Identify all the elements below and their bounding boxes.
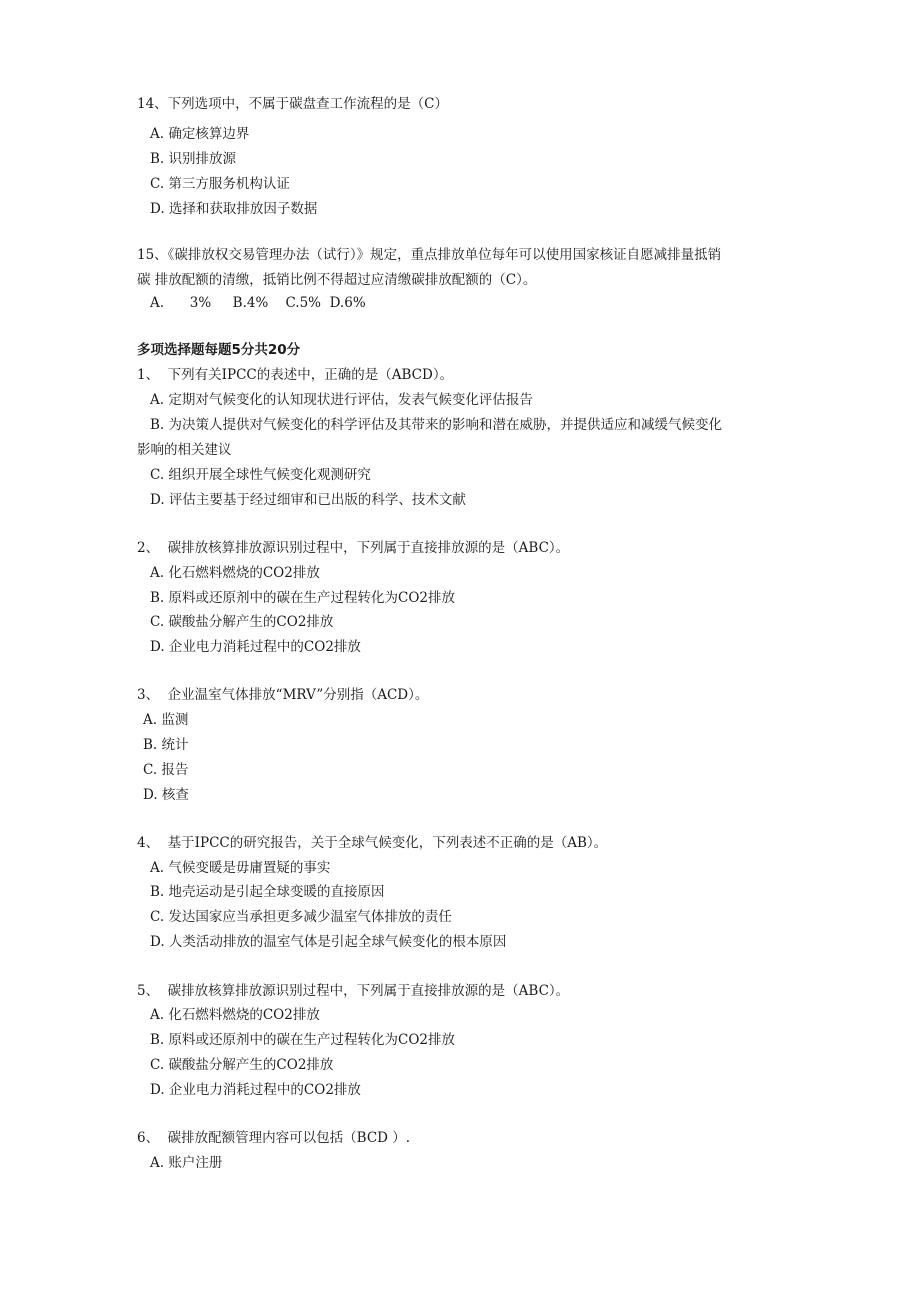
m6-option-a: A. 账户注册 — [150, 1155, 223, 1171]
m2-option-a: A. 化石燃料燃烧的CO2排放 — [150, 565, 320, 581]
m1-option-c: C. 组织开展全球性气候变化观测研究 — [150, 467, 371, 483]
q15-options: A. 3% B.4% C.5% D.6% — [150, 295, 366, 311]
q14-option-b: B. 识别排放源 — [150, 151, 237, 167]
q14-option-a: A. 确定核算边界 — [150, 126, 250, 142]
q14-option-d: D. 选择和获取排放因子数据 — [150, 201, 318, 217]
m6-stem: 6、 碳排放配额管理内容可以包括（BCD ）. — [137, 1130, 411, 1146]
m3-option-b: B. 统计 — [143, 737, 189, 753]
m5-option-b: B. 原料或还原剂中的碳在生产过程转化为CO2排放 — [150, 1032, 455, 1048]
m4-option-a: A. 气候变暖是毋庸置疑的事实 — [150, 860, 331, 876]
m5-stem: 5、 碳排放核算排放源识别过程中，下列属于直接排放源的是（ABC）。 — [137, 983, 570, 999]
q14-stem: 14、下列选项中，不属于碳盘查工作流程的是（C） — [137, 96, 449, 112]
m4-option-d: D. 人类活动排放的温室气体是引起全球气候变化的根本原因 — [150, 934, 507, 950]
m3-option-c: C. 报告 — [143, 762, 189, 778]
m4-option-b: B. 地壳运动是引起全球变暖的直接原因 — [150, 884, 385, 900]
m1-stem: 1、 下列有关IPCC的表述中，正确的是（ABCD）。 — [137, 367, 454, 383]
m5-option-a: A. 化石燃料燃烧的CO2排放 — [150, 1007, 320, 1023]
q15-stem-line2: 碳 排放配额的清缴，抵销比例不得超过应清缴碳排放配额的（C）。 — [137, 272, 537, 288]
m5-option-d: D. 企业电力消耗过程中的CO2排放 — [150, 1082, 361, 1098]
m3-option-a: A. 监测 — [143, 712, 189, 728]
q14-option-c: C. 第三方服务机构认证 — [150, 176, 290, 192]
section-heading: 多项选择题每题5分共20分 — [137, 342, 301, 358]
m2-stem: 2、 碳排放核算排放源识别过程中，下列属于直接排放源的是（ABC）。 — [137, 540, 570, 556]
m3-option-d: D. 核查 — [143, 787, 189, 803]
m1-option-b-line1: B. 为决策人提供对气候变化的科学评估及其带来的影响和潜在威胁，并提供适应和减缓气候变化 — [150, 417, 723, 433]
m4-stem: 4、 基于IPCC的研究报告，关于全球气候变化，下列表述不正确的是（AB）。 — [137, 835, 608, 851]
m4-option-c: C. 发达国家应当承担更多减少温室气体排放的责任 — [150, 909, 452, 925]
m2-option-b: B. 原料或还原剂中的碳在生产过程转化为CO2排放 — [150, 590, 455, 606]
m1-option-b-line2: 影响的相关建议 — [137, 442, 232, 458]
m2-option-d: D. 企业电力消耗过程中的CO2排放 — [150, 639, 361, 655]
m1-option-a: A. 定期对气候变化的认知现状进行评估，发表气候变化评估报告 — [150, 392, 533, 408]
m5-option-c: C. 碳酸盐分解产生的CO2排放 — [150, 1057, 334, 1073]
q15-stem-line1: 15、《碳排放权交易管理办法（试行）》规定，重点排放单位每年可以使用国家核证自愿减排量抵销 — [137, 247, 722, 263]
m3-stem: 3、 企业温室气体排放“MRV”分别指（ACD）。 — [137, 687, 429, 703]
m1-option-d: D. 评估主要基于经过细审和已出版的科学、技术文献 — [150, 492, 466, 508]
m2-option-c: C. 碳酸盐分解产生的CO2排放 — [150, 614, 334, 630]
